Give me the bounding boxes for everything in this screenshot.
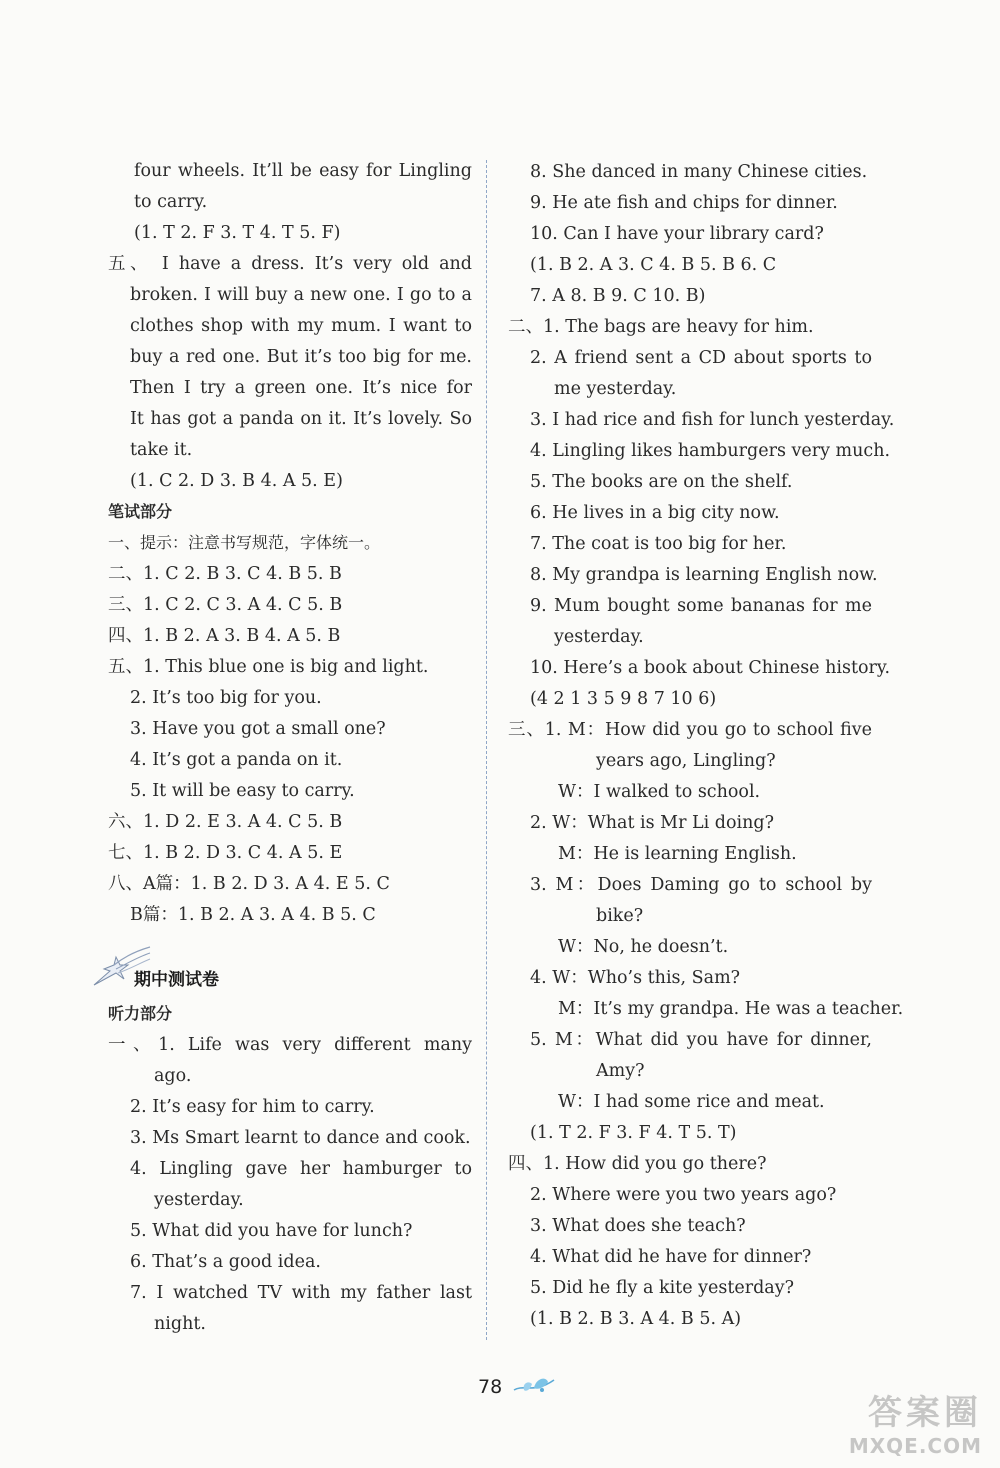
answer-line: (1. B 2. A 3. C 4. B 5. B 6. C [530,255,777,275]
answer-line: M：It’s my grandpa. He was a teacher. [558,999,904,1019]
answer-line: 六、1. D 2. E 3. A 4. C 5. B [108,812,343,832]
answer-line: W：No, he doesn’t. [558,937,729,957]
answer-line: 6. He lives in a big city now. [530,503,780,523]
answer-line: me yesterday. [554,379,677,399]
section-title-text: 期中测试卷 [134,970,219,990]
answer-line: 四、1. B 2. A 3. B 4. A 5. B [108,626,341,646]
answer-line: 5. What did you have for lunch? [130,1221,413,1241]
answer-line: 4. Lingling gave her hamburger to [130,1159,472,1179]
answer-line: 五、 I have a dress. It’s very old and [108,254,472,274]
leaf-ornament-icon [512,1372,556,1398]
answer-line: 6. That’s a good idea. [130,1252,321,1272]
watermark-url: MXQE.COM [848,1434,982,1458]
answer-line: 一、1. Life was very different many [108,1035,472,1055]
answer-line: 四、1. How did you go there? [508,1154,767,1174]
answer-line: 10. Here’s a book about Chinese history. [530,658,891,678]
answer-line: 5. It will be easy to carry. [130,781,355,801]
answer-line: (1. C 2. D 3. B 4. A 5. E) [130,471,343,491]
answer-line: 5. Did he fly a kite yesterday? [530,1278,794,1298]
answer-line: 听力部分 [108,1004,173,1023]
answer-line: night. [154,1314,206,1334]
answer-line: yesterday. [554,627,644,647]
answer-line: 八、A篇：1. B 2. D 3. A 4. E 5. C [108,874,390,894]
section-title [108,965,219,990]
answer-line: 3. Ms Smart learnt to dance and cook. [130,1128,471,1148]
answer-line: 笔试部分 [108,502,173,521]
answer-line: (4 2 1 3 5 9 8 7 10 6) [530,689,717,709]
answer-line: 5. The books are on the shelf. [530,472,793,492]
answer-line: 一、提示：注意书写规范，字体统一。 [108,533,381,552]
answer-line: 三、1. M：How did you go to school five [508,720,872,740]
answer-line: 二、1. C 2. B 3. C 4. B 5. B [108,564,342,584]
answer-line: W：I walked to school. [558,782,761,802]
answer-line: 4. It’s got a panda on it. [130,750,343,770]
answer-line: 3. M：Does Daming go to school by [530,875,872,895]
answer-line: 2. Where were you two years ago? [530,1185,837,1205]
answer-line: 二、1. The bags are heavy for him. [508,317,814,337]
answer-line: buy a red one. But it’s too big for me. [130,347,472,367]
answer-line: 4. Lingling likes hamburgers very much. [530,441,891,461]
answer-line: (1. T 2. F 3. T 4. T 5. F) [134,223,341,243]
answer-line: 3. Have you got a small one? [130,719,386,739]
answer-line: (1. T 2. F 3. F 4. T 5. T) [530,1123,737,1143]
answer-line: bike? [596,906,644,926]
answer-line: 7. A 8. B 9. C 10. B) [530,286,706,306]
answer-line: W：I had some rice and meat. [558,1092,825,1112]
watermark-logo-text: 答案圈 [868,1393,982,1433]
answer-line: 七、1. B 2. D 3. C 4. A 5. E [108,843,343,863]
answer-line: years ago, Lingling? [596,751,776,771]
answer-line: 2. It’s easy for him to carry. [130,1097,375,1117]
answer-line: to carry. [134,192,208,212]
answer-line: 2. W：What is Mr Li doing? [530,813,774,833]
answer-line: 8. My grandpa is learning English now. [530,565,878,585]
answer-line: ago. [154,1066,192,1086]
answer-line: 2. A friend sent a CD about sports to [530,348,872,368]
answer-line: 10. Can I have your library card? [530,224,824,244]
answer-line: broken. I will buy a new one. I go to a [130,285,472,305]
answer-line: 三、1. C 2. C 3. A 4. C 5. B [108,595,343,615]
answer-line: 9. He ate fish and chips for dinner. [530,193,838,213]
answer-line: 五、1. This blue one is big and light. [108,657,429,677]
watermark [849,1385,982,1458]
answer-line: 3. I had rice and fish for lunch yesterday. [530,410,895,430]
answer-line: four wheels. It’ll be easy for Lingling [134,161,472,181]
answer-line: clothes shop with my mum. I want to [130,316,472,336]
answer-line: 7. I watched TV with my father last [130,1283,472,1303]
answer-line: 4. W：Who’s this, Sam? [530,968,741,988]
answer-line: take it. [130,440,193,460]
column-divider [486,160,487,1340]
answer-line: Amy? [596,1061,645,1081]
answer-line: M：He is learning English. [558,844,797,864]
answer-line: 8. She danced in many Chinese cities. [530,162,868,182]
answer-line: 2. It’s too big for you. [130,688,322,708]
answer-line: 4. What did he have for dinner? [530,1247,812,1267]
answer-line: 3. What does she teach? [530,1216,746,1236]
page-number: 78 [478,1376,503,1398]
answer-line: B篇：1. B 2. A 3. A 4. B 5. C [130,905,376,925]
answer-line: (1. B 2. B 3. A 4. B 5. A) [530,1309,742,1329]
answer-line: 5. M：What did you have for dinner, [530,1030,872,1050]
answer-line: yesterday. [154,1190,244,1210]
answer-line: Then I try a green one. It’s nice for [130,378,472,398]
answer-line: 7. The coat is too big for her. [530,534,787,554]
answer-line: It has got a panda on it. It’s lovely. So [130,409,472,429]
answer-line: 9. Mum bought some bananas for me [530,596,872,616]
